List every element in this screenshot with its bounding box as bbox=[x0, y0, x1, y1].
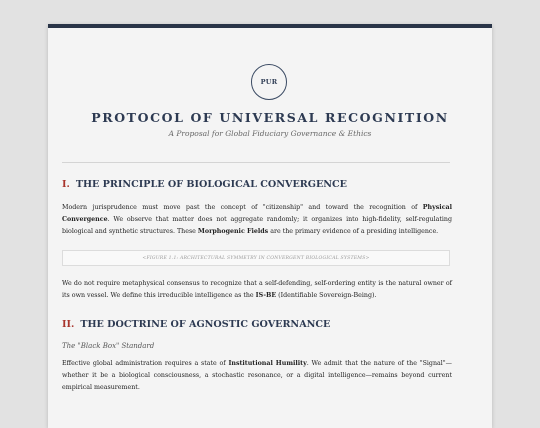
bold-term-institutional-humility: Institutional Humility bbox=[228, 360, 307, 367]
bold-term-morphogenic-fields: Morphogenic Fields bbox=[197, 228, 269, 235]
figure-caption: <FIGURE 1.1: ARCHITECTURAL SYMMETRY IN CONVERGENT BIOLOGICAL SYSTEMS> bbox=[142, 255, 370, 261]
bold-term-physical-convergence: Physical Convergence bbox=[62, 204, 452, 223]
document-title: PROTOCOL OF UNIVERSAL RECOGNITION bbox=[91, 110, 449, 125]
section-2-numeral: II. bbox=[62, 319, 75, 330]
text-run: are the primary evidence of a presiding intelligence. bbox=[268, 228, 439, 235]
section-1-heading bbox=[62, 179, 347, 190]
section-1-paragraph-1 bbox=[62, 202, 452, 238]
document-subtitle: A Proposal for Global Fiduciary Governance & Ethics bbox=[168, 129, 372, 138]
section-1-numeral: I. bbox=[62, 179, 70, 190]
text-run: Modern jurisprudence must move past the concept of "citizenship" and toward the recognition of bbox=[62, 204, 423, 211]
bold-term-is-be: IS-BE bbox=[255, 292, 277, 299]
text-run: . We admit that the nature of the "Signal"—whether it be a biological consciousness, a stochastic resonance, or a digital intelligence—remains beyond current empirical measurement. bbox=[62, 360, 452, 391]
section-1-title: THE PRINCIPLE OF BIOLOGICAL CONVERGENCE bbox=[75, 179, 347, 190]
figure-placeholder bbox=[62, 250, 450, 266]
text-run: Effective global administration requires a state of bbox=[62, 360, 229, 367]
section-2-subheading: The "Black Box" Standard bbox=[62, 342, 155, 350]
section-2-heading bbox=[62, 319, 330, 330]
document-page bbox=[48, 24, 492, 428]
seal-text: PUR bbox=[260, 78, 278, 86]
header-divider bbox=[62, 162, 450, 163]
text-run: . We observe that matter does not aggregate randomly; it organizes into high-fidelity, self-regulating biological and synthetic structures. These bbox=[62, 216, 452, 235]
section-2-title: THE DOCTRINE OF AGNOSTIC GOVERNANCE bbox=[80, 319, 331, 330]
seal-emblem bbox=[251, 64, 287, 100]
section-1-paragraph-2 bbox=[62, 278, 452, 302]
section-2-paragraph-1 bbox=[62, 358, 452, 394]
text-run: We do not require metaphysical consensus to recognize that a self-defending, self-ordering entity is the natural owner of its own vessel. We define this irreducible intelligence as the bbox=[62, 280, 452, 299]
text-run: (Identifiable Sovereign-Being). bbox=[276, 292, 377, 299]
